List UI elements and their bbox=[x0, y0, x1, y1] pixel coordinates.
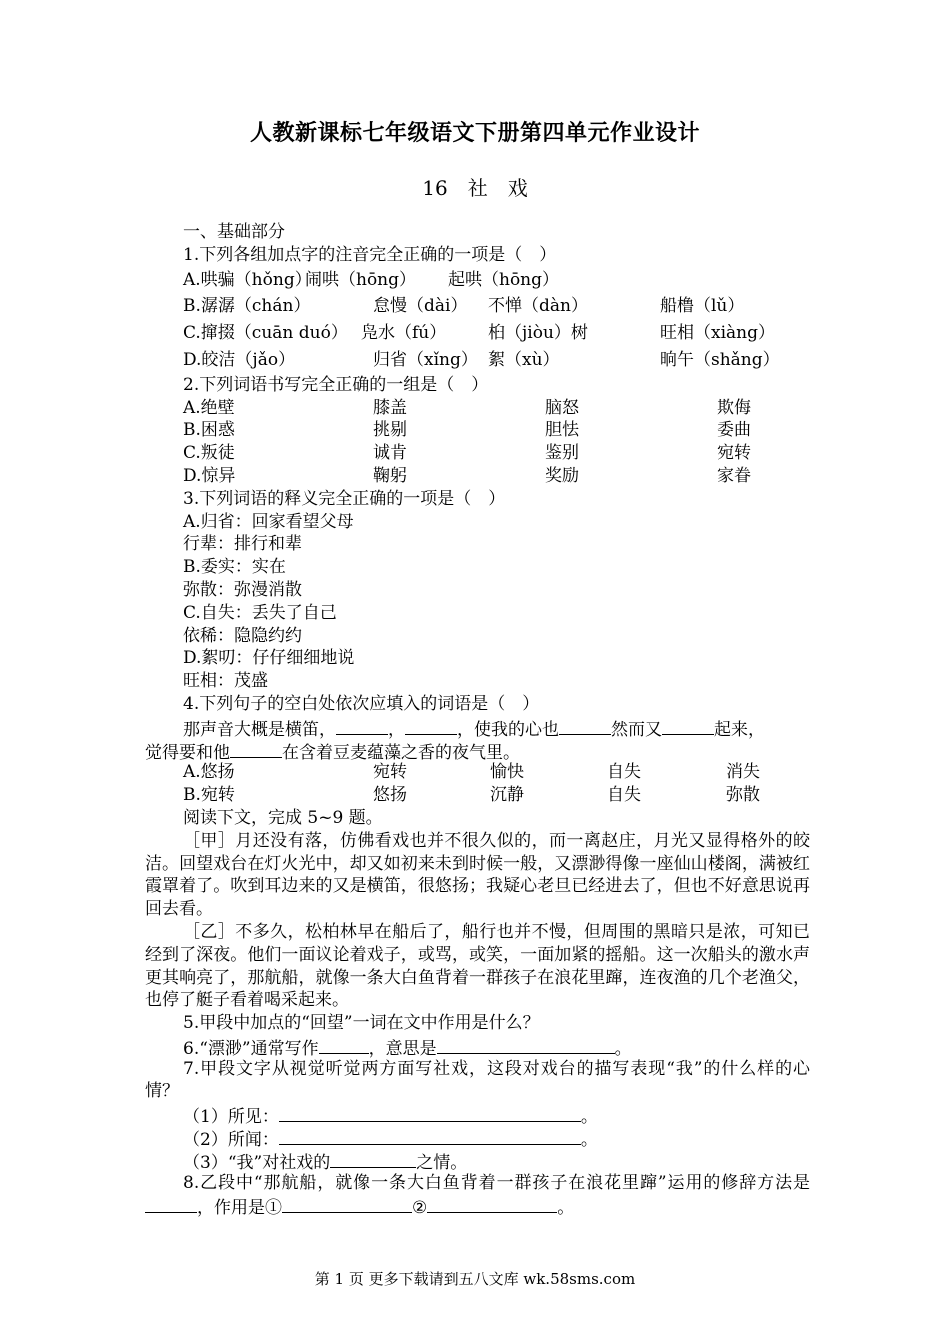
reading-intro: 阅读下文，完成 5~9 题。 bbox=[183, 807, 383, 828]
q8-text: 。 bbox=[557, 1198, 575, 1219]
q1-d-4: 晌午（shǎng） bbox=[660, 349, 780, 370]
q1-c-4: 旺相（xiàng） bbox=[660, 323, 775, 344]
page-footer: 第 1 页 更多下载请到五八文库 wk.58sms.com bbox=[314, 1270, 636, 1288]
q4-blank-3 bbox=[559, 716, 611, 735]
q4-blank-2 bbox=[405, 716, 457, 735]
q1-d-3: 絮（xù） bbox=[488, 349, 560, 370]
q4-b-4: 自失 bbox=[607, 785, 641, 806]
q4-sentence-line-2 bbox=[145, 739, 810, 762]
q2-option-d bbox=[145, 465, 810, 488]
q2-a-3: 脑怒 bbox=[545, 397, 579, 418]
q1-b-4: 船橹（lǔ） bbox=[660, 296, 745, 317]
q2-c-2: 诚肯 bbox=[373, 443, 407, 464]
q4-text: 在含着豆麦蕴藻之香的夜气里。 bbox=[282, 742, 520, 763]
q7-feeling bbox=[145, 1149, 810, 1172]
document-title: 人教新课标七年级语文下册第四单元作业设计 bbox=[249, 120, 700, 146]
question-7-stem: 7.甲段文字从视觉听觉两方面写社戏，这段对戏台的描写表现“我”的什么样的心情？ bbox=[145, 1058, 810, 1102]
q8-text: 8.乙段中“那航船，就像一条大白鱼背着一群孩子在浪花里蹿”运用的修辞方法是 bbox=[183, 1172, 810, 1193]
question-2-stem: 2.下列词语书写完全正确的一组是（ ） bbox=[183, 374, 489, 395]
q1-a-1: A.哄骗（hǒng） bbox=[183, 269, 312, 290]
q2-d-3: 奖励 bbox=[545, 465, 579, 486]
question-4-stem: 4.下列句子的空白处依次应填入的词语是（ ） bbox=[183, 693, 540, 714]
q7-end: 之情。 bbox=[416, 1152, 468, 1173]
q4-text: ， bbox=[388, 719, 405, 740]
q3-line: 弥散：弥漫消散 bbox=[183, 579, 302, 600]
q6-text: 6.“漂渺”通常写作 bbox=[183, 1038, 319, 1059]
q2-option-c bbox=[145, 442, 810, 465]
q2-b-3: 胆怯 bbox=[545, 420, 579, 441]
q1-b-3: 不惮（dàn） bbox=[488, 296, 588, 317]
q2-c-4: 宛转 bbox=[717, 443, 751, 464]
q4-blank-1 bbox=[336, 716, 388, 735]
q2-a-1: A.绝壁 bbox=[183, 397, 235, 418]
q4-text: 起来， bbox=[714, 719, 765, 740]
q4-a-1: A.悠扬 bbox=[183, 762, 235, 783]
q7-end: 。 bbox=[580, 1107, 598, 1128]
q1-option-c bbox=[145, 320, 810, 347]
q3-line: B.委实：实在 bbox=[183, 557, 286, 578]
q6-blank-2 bbox=[437, 1035, 615, 1054]
question-6 bbox=[145, 1035, 810, 1058]
q4-option-b bbox=[145, 784, 810, 807]
q1-c-3: 桕（jiòu）树 bbox=[488, 323, 588, 344]
q4-sentence-line-1 bbox=[145, 716, 810, 739]
q3-line: 行辈：排行和辈 bbox=[183, 534, 302, 555]
q6-blank-1 bbox=[319, 1035, 369, 1054]
q7-label: （2）所闻： bbox=[183, 1130, 279, 1151]
q4-text: 然而又 bbox=[611, 719, 662, 740]
q1-b-1: B.潺潺（chán） bbox=[183, 296, 311, 317]
q1-d-1: D.皎洁（jǎo） bbox=[183, 349, 296, 370]
q8-blank-1 bbox=[145, 1194, 197, 1213]
q2-d-1: D.惊异 bbox=[183, 465, 236, 486]
q3-line: 依稀：隐隐约约 bbox=[183, 625, 302, 646]
q7-label: （3）“我”对社戏的 bbox=[183, 1152, 331, 1173]
q4-blank-5 bbox=[230, 739, 282, 758]
q4-a-3: 愉快 bbox=[490, 762, 524, 783]
question-1-stem: 1.下列各组加点字的注音完全正确的一项是（ ） bbox=[183, 244, 557, 265]
q2-a-4: 欺侮 bbox=[717, 397, 751, 418]
q4-a-5: 消失 bbox=[726, 762, 760, 783]
q7-heard bbox=[145, 1126, 810, 1149]
q3-line: 旺相：茂盛 bbox=[183, 671, 268, 692]
q7-blank-1 bbox=[279, 1103, 581, 1122]
q1-option-b bbox=[145, 293, 810, 320]
q1-b-2: 怠慢（dài） bbox=[373, 296, 468, 317]
q1-option-a bbox=[145, 267, 810, 294]
q2-c-3: 鉴别 bbox=[545, 443, 579, 464]
q4-text: ，使我的心也 bbox=[457, 719, 559, 740]
question-3-stem: 3.下列词语的释义完全正确的一项是（ ） bbox=[183, 488, 506, 509]
section-heading: 一、基础部分 bbox=[183, 222, 285, 242]
question-8 bbox=[145, 1172, 810, 1221]
q7-seen bbox=[145, 1103, 810, 1126]
q3-line: D.絮叨：仔仔细细地说 bbox=[183, 648, 355, 669]
q1-a-3: 起哄（hōng） bbox=[448, 269, 560, 290]
q2-c-1: C.叛徒 bbox=[183, 443, 235, 464]
q6-text: ，意思是 bbox=[368, 1038, 437, 1059]
document-body bbox=[145, 221, 810, 1220]
q7-label: （1）所见： bbox=[183, 1107, 279, 1128]
q7-blank-2 bbox=[279, 1126, 581, 1145]
q4-option-a bbox=[145, 761, 810, 784]
q8-text: ② bbox=[412, 1198, 428, 1219]
q4-blank-4 bbox=[662, 716, 714, 735]
q3-line: C.自失：丢失了自己 bbox=[183, 602, 337, 623]
q8-blank-2 bbox=[282, 1194, 412, 1213]
q2-option-a bbox=[145, 397, 810, 420]
q4-b-5: 弥散 bbox=[726, 785, 760, 806]
q1-d-2: 归省（xǐng） bbox=[373, 349, 478, 370]
q1-c-2: 凫水（fú） bbox=[361, 323, 447, 344]
q2-a-2: 膝盖 bbox=[373, 397, 407, 418]
passage-yi: ［乙］不多久，松柏林早在船后了，船行也并不慢，但周围的黑暗只是浓，可知已经到了深夜。他们一面议论着戏子，或骂，或笑，一面加紧的摇船。这一次船头的激水声更其响亮了，那航船，就像一条大白鱼背着一群孩子在浪花里蹿，连夜渔的几个老渔父，也停了艇子看着喝采起来。 bbox=[145, 921, 810, 1011]
q1-a-2: 闹哄（hōng） bbox=[305, 269, 417, 290]
q1-c-1: C.撺掇（cuān duó） bbox=[183, 323, 348, 344]
q2-b-4: 委曲 bbox=[717, 420, 751, 441]
q2-option-b bbox=[145, 419, 810, 442]
q4-text: 那声音大概是横笛， bbox=[183, 719, 336, 740]
q7-end: 。 bbox=[580, 1130, 598, 1151]
q4-b-2: 悠扬 bbox=[373, 785, 407, 806]
q2-b-2: 挑剔 bbox=[373, 420, 407, 441]
question-5: 5.甲段中加点的“回望”一词在文中作用是什么？ bbox=[183, 1013, 540, 1034]
q4-a-2: 宛转 bbox=[373, 762, 407, 783]
q4-a-4: 自失 bbox=[607, 762, 641, 783]
q8-text: ，作用是① bbox=[197, 1198, 282, 1219]
q6-text: 。 bbox=[614, 1038, 632, 1059]
q7-blank-3 bbox=[330, 1149, 416, 1168]
q2-d-4: 家眷 bbox=[717, 465, 751, 486]
q1-option-d bbox=[145, 347, 810, 374]
q8-blank-3 bbox=[427, 1194, 557, 1213]
q3-line: A.归省：回家看望父母 bbox=[183, 511, 354, 532]
q2-d-2: 鞠躬 bbox=[373, 465, 407, 486]
q4-b-1: B.宛转 bbox=[183, 785, 235, 806]
q4-text: 觉得要和他 bbox=[145, 742, 230, 763]
passage-jia: ［甲］月还没有落，仿佛看戏也并不很久似的，而一离赵庄，月光又显得格外的皎洁。回望戏台在灯火光中，却又如初来未到时候一般，又漂渺得像一座仙山楼阁，满被红霞罩着了。吹到耳边来的又是横笛，很悠扬；我疑心老旦已经进去了，但也不好意思说再回去看。 bbox=[145, 830, 810, 920]
q2-b-1: B.困惑 bbox=[183, 420, 235, 441]
lesson-title: 16 社 戏 bbox=[422, 176, 528, 200]
q4-b-3: 沉静 bbox=[490, 785, 524, 806]
